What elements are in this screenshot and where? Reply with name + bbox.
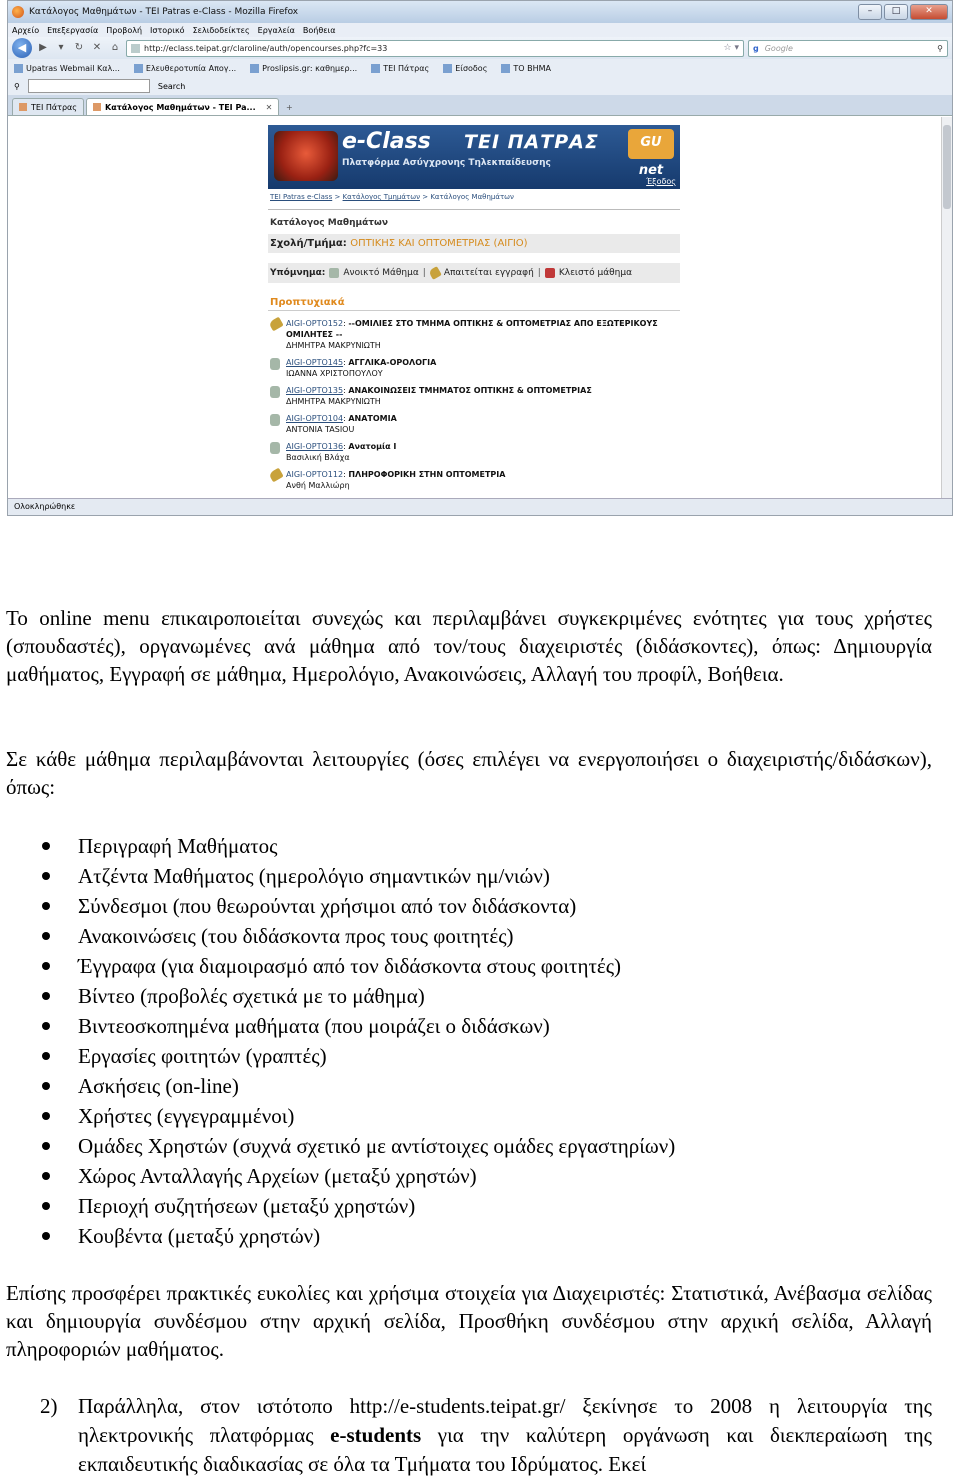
tab-favicon-icon xyxy=(19,103,27,111)
bookmark-icon xyxy=(443,64,452,73)
tab-course-catalog[interactable]: Κατάλογος Μαθημάτων - ΤΕΙ Pa... ✕ xyxy=(86,98,279,115)
eclass-page xyxy=(268,125,680,501)
breadcrumb: ΤΕΙ Patras e-Class > Κατάλογος Τμημάτων > Κατάλογος Μαθημάτων xyxy=(268,189,680,210)
eclass-logo-text: e-Class xyxy=(342,129,431,154)
eclass-logo-icon xyxy=(274,131,338,181)
list-item: Ομάδες Χρηστών (συχνά σχετικό με αντίστοιχες ομάδες εργαστηρίων) xyxy=(40,1131,675,1161)
bullet-icon xyxy=(42,962,50,970)
menu-edit[interactable]: Επεξεργασία xyxy=(47,25,99,35)
course-name: ΑΝΑΚΟΙΝΩΣΕΙΣ ΤΜΗΜΑΤΟΣ ΟΠΤΙΚΗΣ & ΟΠΤΟΜΕΤΡΙΑΣ xyxy=(348,386,592,395)
institution-name: ΤΕΙ ΠΑΤΡΑΣ xyxy=(464,131,599,153)
section-heading: Προπτυχιακά xyxy=(268,295,680,311)
list-item: Περιοχή συζητήσεων (μεταξύ χρηστών) xyxy=(40,1191,675,1221)
bookmark-icon xyxy=(250,64,259,73)
list-item: AIGI-OPTO152: --ΟΜΙΛΙΕΣ ΣΤΟ ΤΜΗΜΑ ΟΠΤΙΚΗΣ & ΟΠΤΟΜΕΤΡΙΑΣ ΑΠΟ ΕΞΩΤΕΡΙΚΟΥΣ ΟΜΙΛΗΤΕΣ -- ΔΗΜΗΤΡΑ ΜΑΚΡΥΝΙΩΤΗ xyxy=(268,315,680,354)
bullet-icon xyxy=(42,992,50,1000)
bookmark-item[interactable]: Proslipsis.gr: καθημερ... xyxy=(250,64,357,73)
tab-close-icon[interactable]: ✕ xyxy=(265,102,273,112)
bullet-icon xyxy=(42,872,50,880)
forward-arrow-icon[interactable]: ▶ xyxy=(39,42,47,53)
platform-subtitle: Πλατφόρμα Ασύγχρονης Τηλεκπαίδευσης xyxy=(342,158,551,168)
bookmark-item[interactable]: Ελευθεροτυπία Απογ... xyxy=(134,64,236,73)
search-box[interactable] xyxy=(748,40,948,57)
bookmark-icon xyxy=(501,64,510,73)
legend-closed: Κλειστό μάθημα xyxy=(558,268,632,278)
legend-registration: Απαιτείται εγγραφή xyxy=(443,268,534,278)
back-arrow-icon[interactable]: ◀ xyxy=(12,38,32,58)
list-item: AIGI-OPTO135: ΑΝΑΚΟΙΝΩΣΕΙΣ ΤΜΗΜΑΤΟΣ ΟΠΤΙΚΗΣ & ΟΠΤΟΜΕΤΡΙΑΣ ΔΗΜΗΤΡΑ ΜΑΚΡΥΝΙΩΤΗ xyxy=(268,382,680,410)
key-icon xyxy=(428,266,442,280)
list-item: Κουβέντα (μεταξύ χρηστών) xyxy=(40,1221,675,1251)
legend: Υπόμνημα: Ανοικτό Μάθημα | Απαιτείται εγγραφή | Κλειστό μάθημα xyxy=(268,263,680,283)
bullet-icon xyxy=(42,842,50,850)
breadcrumb-departments[interactable]: Κατάλογος Τμημάτων xyxy=(342,193,420,201)
course-tutor: ΔΗΜΗΤΡΑ ΜΑΚΡΥΝΙΩΤΗ xyxy=(286,397,381,406)
firefox-icon xyxy=(12,6,24,18)
closed-lock-icon xyxy=(545,268,555,278)
list-item: Ατζέντα Μαθήματος (ημερολόγιο σημαντικών ημ/νιών) xyxy=(40,861,675,891)
course-code-link[interactable]: AIGI-OPTO104 xyxy=(286,414,344,423)
gunet-logo: GU net xyxy=(628,129,674,159)
breadcrumb-home[interactable]: ΤΕΙ Patras e-Class xyxy=(270,193,333,201)
key-icon xyxy=(268,317,283,332)
maximize-button[interactable]: □ xyxy=(884,4,908,20)
search-icon[interactable]: ⚲ xyxy=(937,43,943,53)
course-name: ΑΓΓΛΙΚΑ-ΟΡΟΛΟΓΙΑ xyxy=(348,358,437,367)
list-item: Χώρος Ανταλλαγής Αρχείων (μεταξύ χρηστών) xyxy=(40,1161,675,1191)
magnifier-icon[interactable]: ⚲ xyxy=(14,81,20,91)
stop-icon[interactable]: ✕ xyxy=(92,42,102,53)
faculty-row xyxy=(268,234,680,253)
list-item: Σύνδεσμοι (που θεωρούνται χρήσιμοι από τον διδάσκοντα) xyxy=(40,891,675,921)
menu-history[interactable]: Ιστορικό xyxy=(150,25,185,35)
list-item: Εργασίες φοιτητών (γραπτές) xyxy=(40,1041,675,1071)
bullet-icon xyxy=(42,1112,50,1120)
page-viewport xyxy=(8,117,952,501)
google-icon: g xyxy=(753,43,759,53)
course-list xyxy=(268,315,680,494)
menu-file[interactable]: Αρχείο xyxy=(12,25,40,35)
bookmark-item[interactable]: ΤΕΙ Πάτρας xyxy=(371,64,429,73)
bookmark-item[interactable]: Upatras Webmail Καλ... xyxy=(14,64,120,73)
bookmarks-toolbar xyxy=(8,59,952,77)
list-item: Έγγραφα (για διαμοιρασμό από τον διδάσκοντα στους φοιτητές) xyxy=(40,951,675,981)
course-tutor: ΙΩΑΝΝΑ ΧΡΙΣΤΟΠΟΥΛΟΥ xyxy=(286,369,383,378)
course-code: AIGI-OPTO152 xyxy=(286,319,344,328)
function-list xyxy=(40,831,675,1251)
list-item: Περιγραφή Μαθήματος xyxy=(40,831,675,861)
menu-view[interactable]: Προβολή xyxy=(106,25,143,35)
menu-bookmarks[interactable]: Σελιδοδείκτες xyxy=(192,25,250,35)
eclass-banner xyxy=(268,125,680,189)
bullet-icon xyxy=(42,902,50,910)
open-lock-icon xyxy=(270,386,280,398)
window-title: Κατάλογος Μαθημάτων - ΤΕΙ Patras e-Class - Mozilla Firefox xyxy=(29,7,299,17)
course-name: ΑΝΑΤΟΜΙΑ xyxy=(348,414,397,423)
faculty-name: ΟΠΤΙΚΗΣ ΚΑΙ ΟΠΤΟΜΕΤΡΙΑΣ (ΑΙΓΙΟ) xyxy=(350,238,528,249)
tab-favicon-icon xyxy=(93,103,101,111)
scrollbar-thumb[interactable] xyxy=(943,125,951,209)
bullet-icon xyxy=(42,1172,50,1180)
status-bar: Ολοκληρώθηκε xyxy=(8,498,952,515)
bookmark-item[interactable]: Είσοδος xyxy=(443,64,487,73)
list-item: Βιντεοσκοπημένα μαθήματα (που μοιράζει ο διδάσκων) xyxy=(40,1011,675,1041)
navigation-bar xyxy=(8,37,952,59)
tab-tei-patras[interactable]: ΤΕΙ Πάτρας xyxy=(12,98,84,115)
bookmark-icon xyxy=(14,64,23,73)
vertical-scrollbar[interactable] xyxy=(941,117,952,501)
paragraph-course-functions: Σε κάθε μάθημα περιλαμβάνονται λειτουργίες (όσες επιλέγει να ενεργοποιήσει ο διαχειριστής/διδάσκων), όπως: xyxy=(6,747,932,799)
home-icon[interactable]: ⌂ xyxy=(111,42,119,53)
site-favicon-icon xyxy=(131,44,140,53)
list-item: AIGI-OPTO112: ΠΛΗΡΟΦΟΡΙΚΗ ΣΤΗΝ ΟΠΤΟΜΕΤΡΙΑ Ανθή Μαλλιώρη xyxy=(268,466,680,494)
bullet-icon xyxy=(42,1052,50,1060)
minimize-button[interactable]: – xyxy=(858,4,882,20)
list-item: AIGI-OPTO136: Ανατομία Ι Βασιλική Βλάχα xyxy=(268,438,680,466)
logout-link[interactable]: Έξοδος xyxy=(646,177,676,186)
bookmark-icon xyxy=(371,64,380,73)
menu-bar xyxy=(8,23,952,37)
bookmark-star-icon[interactable]: ☆ ▾ xyxy=(723,43,739,53)
reload-icon[interactable]: ↻ xyxy=(74,42,84,53)
window-titlebar xyxy=(8,1,952,23)
open-lock-icon xyxy=(270,358,280,370)
key-icon xyxy=(268,468,283,483)
legend-open: Ανοικτό Μάθημα xyxy=(343,268,419,278)
course-code-link[interactable]: AIGI-OPTO135 xyxy=(286,386,344,395)
list-item: Χρήστες (εγγεγραμμένοι) xyxy=(40,1101,675,1131)
course-code: AIGI-OPTO112 xyxy=(286,470,344,479)
chevron-down-icon[interactable]: ▾ xyxy=(58,42,64,53)
search-toolbar xyxy=(8,77,952,95)
legend-label: Υπόμνημα: xyxy=(270,268,326,278)
close-button[interactable]: ✕ xyxy=(910,4,948,20)
list-item: Βίντεο (προβολές σχετικά με το μάθημα) xyxy=(40,981,675,1011)
menu-tools[interactable]: Εργαλεία xyxy=(257,25,295,35)
item-text: Παράλληλα, στον ιστότοπο http://e-students.teipat.gr/ ξεκίνησε το 2008 η λειτουργία της ηλεκτρονικής πλατφόρμας e-students για την καλύτερη οργάνωση και διεκπεραίωση της εκπαιδευτικής διαδικασίας σε όλα τα Τμήματα του Ιδρύματος. Εκεί xyxy=(78,1394,932,1476)
search-placeholder: Google xyxy=(764,43,793,53)
paragraph-admin-tools: Επίσης προσφέρει πρακτικές ευκολίες και χρήσιμα στοιχεία για Διαχειριστές: Στατιστικά, Ανέβασμα σελίδας και δημιουργία συνδέσμου στην αρχική σελίδα, Προσθήκη συνδέσμου στην αρχική σελίδα, Αλλαγή πληροφοριών μαθήματος. xyxy=(6,1281,932,1361)
bullet-icon xyxy=(42,1232,50,1240)
bullet-icon xyxy=(42,1022,50,1030)
course-name: --ΟΜΙΛΙΕΣ ΣΤΟ ΤΜΗΜΑ ΟΠΤΙΚΗΣ & ΟΠΤΟΜΕΤΡΙΑΣ ΑΠΟ ΕΞΩΤΕΡΙΚΟΥΣ ΟΜΙΛΗΤΕΣ -- xyxy=(286,319,658,339)
course-tutor: Βασιλική Βλάχα xyxy=(286,453,350,462)
new-tab-icon[interactable]: + xyxy=(285,103,293,112)
faculty-label: Σχολή/Τμήμα: xyxy=(270,238,347,249)
toolbar-search-button[interactable]: Search xyxy=(157,81,186,91)
course-name: Ανατομία Ι xyxy=(348,442,397,451)
address-bar[interactable] xyxy=(126,40,744,57)
course-code-link[interactable]: AIGI-OPTO136 xyxy=(286,442,344,451)
course-name: ΠΛΗΡΟΦΟΡΙΚΗ ΣΤΗΝ ΟΠΤΟΜΕΤΡΙΑ xyxy=(348,470,506,479)
breadcrumb-current: Κατάλογος Μαθημάτων xyxy=(430,193,514,201)
menu-help[interactable]: Βοήθεια xyxy=(302,25,336,35)
open-lock-icon xyxy=(270,414,280,426)
bullet-icon xyxy=(42,1202,50,1210)
bullet-icon xyxy=(42,1142,50,1150)
address-url: http://eclass.teipat.gr/claroline/auth/opencourses.php?fc=33 xyxy=(144,43,388,53)
course-tutor: ΔΗΜΗΤΡΑ ΜΑΚΡΥΝΙΩΤΗ xyxy=(286,341,381,350)
open-lock-icon xyxy=(329,268,339,278)
numbered-item-2 xyxy=(40,1392,932,1479)
bullet-icon xyxy=(42,1082,50,1090)
bookmark-icon xyxy=(134,64,143,73)
list-item: Ανακοινώσεις (του διδάσκοντα προς τους φοιτητές) xyxy=(40,921,675,951)
list-item: AIGI-OPTO104: ΑΝΑΤΟΜΙΑ ANTONIA TASIOU xyxy=(268,410,680,438)
list-item: AIGI-OPTO145: ΑΓΓΛΙΚΑ-ΟΡΟΛΟΓΙΑ ΙΩΑΝΝΑ ΧΡΙΣΤΟΠΟΥΛΟΥ xyxy=(268,354,680,382)
list-item: Ασκήσεις (on-line) xyxy=(40,1071,675,1101)
paragraph-online-menu: Το online menu επικαιροποιείται συνεχώς και περιλαμβάνει συγκεκριμένες ενότητες για τους χρήστες (σπουδαστές), οργανωμένες ανά μάθημα από τον/τους διαχειριστές (διδάσκοντες), όπως: Δημιουργία μαθήματος, Εγγραφή σε μάθημα, Ημερολόγιο, Ανακοινώσεις, Αλλαγή του προφίλ, Βοήθεια. xyxy=(6,606,932,686)
course-tutor: Ανθή Μαλλιώρη xyxy=(286,481,350,490)
bullet-icon xyxy=(42,932,50,940)
e-students-name: e-students xyxy=(330,1423,422,1447)
item-number: 2) xyxy=(40,1394,58,1418)
open-lock-icon xyxy=(270,442,280,454)
page-title: Κατάλογος Μαθημάτων xyxy=(270,218,388,228)
course-tutor: ANTONIA TASIOU xyxy=(286,425,355,434)
course-code-link[interactable]: AIGI-OPTO145 xyxy=(286,358,344,367)
browser-screenshot xyxy=(7,0,953,516)
tab-bar xyxy=(8,95,952,116)
toolbar-search-input[interactable] xyxy=(28,79,150,93)
bookmark-item[interactable]: ΤΟ ΒΗΜΑ xyxy=(501,64,551,73)
